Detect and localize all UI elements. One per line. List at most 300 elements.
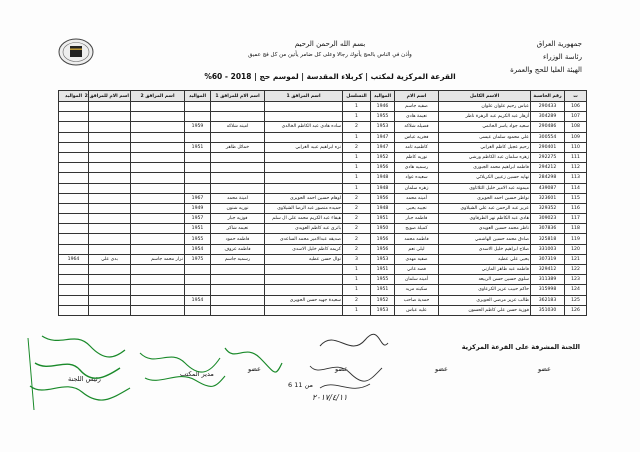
table-cell: عزيز عبد الرحمن عبد علي الشيلاوي — [439, 203, 531, 213]
chair-label: رئيس اللجنة — [68, 375, 101, 383]
table-cell: فضيله شلاكه — [395, 122, 439, 132]
column-header: اسم المرافق 1 — [265, 91, 343, 102]
table-cell — [265, 132, 343, 142]
table-cell — [265, 163, 343, 173]
table-cell — [211, 112, 265, 122]
table-cell: فاطمه محمد — [395, 234, 439, 244]
table-cell: 122 — [565, 265, 587, 275]
table-cell: 1955 — [371, 112, 395, 122]
table-cell: عباس رحيم علوان علوان — [439, 102, 531, 112]
table-cell: عليه عباس — [395, 305, 439, 315]
table-cell: 284298 — [531, 173, 565, 183]
table-cell: سكينه مريد — [395, 285, 439, 295]
table-cell: 123 — [565, 275, 587, 285]
table-cell: 124 — [565, 285, 587, 295]
table-cell — [185, 152, 211, 162]
table-cell — [185, 183, 211, 193]
table-cell: 1956 — [371, 193, 395, 203]
handwritten-date: ٢٠١٧/٤/١١ — [312, 393, 348, 402]
table-cell — [265, 275, 343, 285]
table-cell: صديقه عبدالامير محمد الساعدي — [265, 234, 343, 244]
authority-name: الهيئة العليا للحج والعمرة — [510, 66, 582, 74]
table-cell: 1 — [343, 152, 371, 162]
table-cell: 1948 — [371, 183, 395, 193]
table-cell: فاطمه ابراهيم محمد الجبوري — [439, 163, 531, 173]
table-row — [59, 275, 587, 285]
table-cell — [89, 214, 131, 224]
table-cell: 2 — [343, 244, 371, 254]
table-row — [59, 102, 587, 112]
table-cell: 290433 — [531, 102, 565, 112]
table-cell: كميلة صويح — [395, 224, 439, 234]
table-cell: صادق محمد حسين الهاشمي — [439, 234, 531, 244]
table-cell: 294212 — [531, 163, 565, 173]
table-cell — [59, 122, 89, 132]
table-cell: 1951 — [371, 285, 395, 295]
table-cell: 331003 — [531, 244, 565, 254]
kaaba-logo-icon — [58, 38, 94, 66]
table-cell: طالب عزيز مرضي الحويزي — [439, 295, 531, 305]
table-cell — [265, 265, 343, 275]
table-cell: 300554 — [531, 132, 565, 142]
table-cell: سعيده عواد — [395, 173, 439, 183]
table-cell — [89, 112, 131, 122]
table-cell: 1956 — [371, 234, 395, 244]
table-row — [59, 244, 587, 254]
table-cell: 2 — [343, 122, 371, 132]
table-cell — [59, 163, 89, 173]
table-cell — [131, 305, 185, 315]
table-cell: فخريه عباس — [395, 132, 439, 142]
table-cell: أمينه محمد — [395, 193, 439, 203]
table-cell: 113 — [565, 173, 587, 183]
table-header-row — [59, 91, 587, 102]
table-cell: 1952 — [371, 295, 395, 305]
table-cell: 116 — [565, 203, 587, 213]
table-cell — [59, 295, 89, 305]
table-cell: 329352 — [531, 203, 565, 213]
column-header: اسم الام للمرافق 2 — [89, 91, 131, 102]
table-cell — [211, 275, 265, 285]
table-row — [59, 234, 587, 244]
table-cell — [211, 265, 265, 275]
table-row — [59, 265, 587, 275]
table-cell: حمدية صاحب — [395, 295, 439, 305]
table-cell: رحيم عجيل كاظم الغرابي — [439, 142, 531, 152]
table-cell — [211, 183, 265, 193]
table-cell — [211, 152, 265, 162]
table-row — [59, 203, 587, 213]
table-cell — [131, 142, 185, 152]
table-cell — [131, 244, 185, 254]
table-cell: نهايه حسين زعيين الكربلائي — [439, 173, 531, 183]
table-cell — [89, 203, 131, 213]
table-cell: ناظر محمد حسين العويدي — [439, 224, 531, 234]
table-cell: 107 — [565, 112, 587, 122]
table-cell: 1954 — [185, 295, 211, 305]
table-cell: صفيه جاسم — [395, 102, 439, 112]
table-cell: 362183 — [531, 295, 565, 305]
table-cell: ساده هادي عبد الكاظم الخالدي — [265, 122, 343, 132]
column-header: رقم الحاسبة — [531, 91, 565, 102]
table-cell: زهره سلمان — [395, 183, 439, 193]
table-cell — [211, 163, 265, 173]
table-cell: 1957 — [185, 214, 211, 224]
basmala: بسم الله الرحمن الرحيم — [294, 40, 366, 48]
table-cell — [131, 112, 185, 122]
table-cell: 2 — [343, 142, 371, 152]
table-cell: 121 — [565, 254, 587, 264]
table-cell — [89, 295, 131, 305]
table-cell — [131, 122, 185, 132]
table-cell: 1959 — [185, 122, 211, 132]
table-body — [59, 102, 587, 316]
table-cell: 1 — [343, 173, 371, 183]
country-name: جمهورية العراق — [536, 40, 582, 48]
table-cell: 1 — [343, 305, 371, 315]
table-cell: 1 — [343, 112, 371, 122]
table-cell: فاطمه عزوف — [211, 244, 265, 254]
table-cell: 315998 — [531, 285, 565, 295]
table-cell: 1964 — [59, 254, 89, 264]
table-cell: 290401 — [531, 142, 565, 152]
table-cell — [131, 234, 185, 244]
table-cell — [89, 275, 131, 285]
table-cell: حميده منصور عبد الرضا الشيلاوي — [265, 203, 343, 213]
table-cell: 1952 — [371, 152, 395, 162]
table-cell: 1975 — [185, 254, 211, 264]
table-cell — [89, 152, 131, 162]
table-cell: هيفاء عبد الكريم محمد علي ال سلم — [265, 214, 343, 224]
table-cell: 1951 — [185, 142, 211, 152]
table-cell — [211, 285, 265, 295]
table-cell — [131, 285, 185, 295]
table-cell — [89, 183, 131, 193]
table-row — [59, 224, 587, 234]
member-label-1: عضو — [538, 365, 551, 373]
table-cell: 106 — [565, 102, 587, 112]
table-cell: 307836 — [531, 224, 565, 234]
table-cell — [185, 275, 211, 285]
table-cell: 1956 — [371, 244, 395, 254]
table-cell: 1947 — [371, 142, 395, 152]
table-cell — [211, 173, 265, 183]
table-cell — [89, 122, 131, 132]
table-cell: رسميه هادي — [395, 163, 439, 173]
table-cell: حاكم حبيب عزيز الكرعاوي — [439, 285, 531, 295]
table-cell — [265, 305, 343, 315]
table-cell — [89, 234, 131, 244]
table-cell — [59, 203, 89, 213]
table-cell: 325818 — [531, 234, 565, 244]
table-cell: 307319 — [531, 254, 565, 264]
table-cell: نزه ابراهيم عبيد الغرابي — [265, 142, 343, 152]
table-cell — [59, 224, 89, 234]
table-cell — [265, 183, 343, 193]
table-cell — [89, 265, 131, 275]
table-cell: 1 — [343, 102, 371, 112]
table-cell — [131, 193, 185, 203]
table-cell — [131, 163, 185, 173]
director-label: مدير المكتب — [180, 370, 214, 378]
table-cell: يحيى علي عطيه — [439, 254, 531, 264]
column-header: التسلسل — [343, 91, 371, 102]
table-cell: سلوى حسين حسن الربيعه — [439, 275, 531, 285]
table-cell: 1 — [343, 285, 371, 295]
table-cell: 309023 — [531, 214, 565, 224]
table-cell — [131, 265, 185, 275]
table-cell: نزار محمد جاسم — [131, 254, 185, 264]
table-cell — [131, 275, 185, 285]
table-cell: نواظر حسين احمد الحويزي — [439, 193, 531, 203]
table-row — [59, 132, 587, 142]
table-cell: سعيدة جهيد حسن الحويزي — [265, 295, 343, 305]
table-cell: 1946 — [371, 102, 395, 112]
table-cell: 1951 — [371, 265, 395, 275]
table-cell: ليلى نعم — [395, 244, 439, 254]
table-cell: نعيمه شاكر — [211, 224, 265, 234]
table-cell: 290486 — [531, 122, 565, 132]
ministry-name: رئاسة الوزراء — [543, 53, 582, 61]
member-label-3: عضو — [335, 365, 348, 373]
table-cell: 1953 — [371, 305, 395, 315]
table-cell: 114 — [565, 183, 587, 193]
table-cell: 1955 — [185, 234, 211, 244]
table-cell: فاطمه عبد طاهر المازني — [439, 265, 531, 275]
table-cell: فوزيه جبار — [211, 214, 265, 224]
table-cell: 439087 — [531, 183, 565, 193]
table-cell: أزهار عبد الكريم عبد الزهرة ناظر — [439, 112, 531, 122]
table-cell — [265, 285, 343, 295]
verse: وأذن في الناس بالحج يأتوك رجالا وعلى كل ضامر يأتين من كل فج عميق — [248, 52, 412, 58]
table-cell — [59, 214, 89, 224]
table-cell — [89, 224, 131, 234]
table-cell: 292275 — [531, 152, 565, 162]
table-cell: 1 — [343, 265, 371, 275]
table-cell: امينة محمد — [211, 193, 265, 203]
table-cell — [89, 193, 131, 203]
table-cell — [89, 305, 131, 315]
column-header: المواليد — [185, 91, 211, 102]
table-cell — [89, 285, 131, 295]
member-label-4: عضو — [248, 365, 261, 373]
table-cell — [211, 295, 265, 305]
table-cell: 1950 — [371, 224, 395, 234]
table-row — [59, 214, 587, 224]
pilgrims-table-wrap — [58, 90, 586, 316]
table-cell: 2 — [343, 214, 371, 224]
table-cell — [89, 142, 131, 152]
table-cell: 2 — [343, 224, 371, 234]
table-row — [59, 142, 587, 152]
table-cell: نوريه شنون — [211, 203, 265, 213]
table-cell: فصه غاني — [395, 265, 439, 275]
table-cell — [185, 285, 211, 295]
table-cell — [131, 203, 185, 213]
table-cell — [59, 132, 89, 142]
table-cell — [211, 102, 265, 112]
column-header: ت — [565, 91, 587, 102]
table-cell: 1948 — [371, 203, 395, 213]
table-cell — [265, 173, 343, 183]
table-cell — [185, 132, 211, 142]
table-cell: 1 — [343, 132, 371, 142]
table-cell: 351030 — [531, 305, 565, 315]
table-cell: 1 — [343, 275, 371, 285]
table-cell — [265, 102, 343, 112]
table-cell: 112 — [565, 163, 587, 173]
table-cell: 125 — [565, 295, 587, 305]
table-cell — [59, 244, 89, 254]
table-cell: خمائل طاهر — [211, 142, 265, 152]
table-row — [59, 173, 587, 183]
table-cell: 2 — [343, 203, 371, 213]
table-cell: 329412 — [531, 265, 565, 275]
table-row — [59, 285, 587, 295]
table-row — [59, 193, 587, 203]
page-subtitle: القرعة المركزية لمكتب | كربلاء المقدسة | لموسم حج | 2018 - 60% — [204, 72, 456, 81]
table-cell — [131, 152, 185, 162]
table-cell — [131, 102, 185, 112]
handwritten-signatures — [20, 318, 620, 438]
table-cell: 2 — [343, 295, 371, 305]
table-cell: 1947 — [371, 132, 395, 142]
column-header: المواليد — [371, 91, 395, 102]
table-cell — [131, 214, 185, 224]
table-cell — [265, 152, 343, 162]
table-cell — [211, 132, 265, 142]
table-cell: 126 — [565, 305, 587, 315]
header-center — [200, 40, 460, 60]
table-cell: نجيبه يحيى — [395, 203, 439, 213]
table-cell — [265, 112, 343, 122]
table-cell: 120 — [565, 244, 587, 254]
table-cell: هادي عبد الكاظم نهر الطرقاوي — [439, 214, 531, 224]
table-cell: فوزية حسن علي كاظم الحسون — [439, 305, 531, 315]
table-cell: 304289 — [531, 112, 565, 122]
table-cell — [185, 112, 211, 122]
table-cell — [131, 224, 185, 234]
table-cell: سعيد جواد ياسر الحاتمي — [439, 122, 531, 132]
table-cell: كاظميه ثامد — [395, 142, 439, 152]
table-cell: 1953 — [371, 254, 395, 264]
column-header: الاسم الكامل — [439, 91, 531, 102]
table-cell: رسميه جاسم — [211, 254, 265, 264]
table-cell — [59, 102, 89, 112]
table-cell: 2 — [343, 193, 371, 203]
header-right — [510, 40, 582, 79]
table-cell — [59, 142, 89, 152]
table-cell: 118 — [565, 224, 587, 234]
table-cell: 1949 — [185, 203, 211, 213]
table-cell: 2 — [343, 234, 371, 244]
table-cell — [59, 265, 89, 275]
table-cell: 109 — [565, 132, 587, 142]
table-row — [59, 163, 587, 173]
table-cell: اوهام حسين احمد الحويزي — [265, 193, 343, 203]
table-cell: 323601 — [531, 193, 565, 203]
table-row — [59, 305, 587, 315]
column-header: اسم الام للمرافق 1 — [211, 91, 265, 102]
table-cell: 1948 — [371, 173, 395, 183]
table-cell: نعيمة هادي — [395, 112, 439, 122]
table-cell — [185, 102, 211, 112]
table-row — [59, 122, 587, 132]
table-cell: صفيه مهدي — [395, 254, 439, 264]
pilgrims-table — [58, 90, 587, 316]
table-cell: فاطمه جبار — [395, 214, 439, 224]
table-cell: 3 — [343, 254, 371, 264]
committee-title: اللجنة المشرفة على القرعة المركزية — [461, 343, 580, 351]
table-cell: 1955 — [371, 275, 395, 285]
page-number: 6 من 11 — [288, 381, 313, 389]
table-cell — [59, 234, 89, 244]
table-cell — [59, 173, 89, 183]
table-cell: صلاح ابراهيم خليل الاسدي — [439, 244, 531, 254]
table-cell — [89, 132, 131, 142]
table-cell: 115 — [565, 193, 587, 203]
table-row — [59, 112, 587, 122]
table-cell: امينه شلاكه — [211, 122, 265, 132]
table-cell — [131, 173, 185, 183]
table-cell: بدي علي — [89, 254, 131, 264]
table-cell — [185, 173, 211, 183]
column-header: المواليد — [59, 91, 89, 102]
table-cell: ميمونه عبد الامير خليل الثلاثاوي — [439, 183, 531, 193]
column-header: اسم الام — [395, 91, 439, 102]
table-cell — [185, 305, 211, 315]
table-row — [59, 254, 587, 264]
table-cell: باترى عبد كاظم العويدي — [265, 224, 343, 234]
table-cell: 117 — [565, 214, 587, 224]
table-cell — [211, 305, 265, 315]
table-cell: علي محمود سلمان عيسى — [439, 132, 531, 142]
table-row — [59, 152, 587, 162]
table-cell: 311389 — [531, 275, 565, 285]
table-cell — [185, 163, 211, 173]
table-cell — [131, 132, 185, 142]
table-cell — [59, 305, 89, 315]
table-cell: 1967 — [185, 193, 211, 203]
table-cell: 1 — [343, 183, 371, 193]
table-cell — [89, 163, 131, 173]
table-cell — [131, 295, 185, 305]
column-header: اسم المرافق 2 — [131, 91, 185, 102]
table-cell: 1956 — [371, 163, 395, 173]
member-label-2: عضو — [435, 365, 448, 373]
table-cell — [59, 275, 89, 285]
table-cell: فاطمه حمود — [211, 234, 265, 244]
table-cell: 119 — [565, 234, 587, 244]
table-cell: نوال حسن عطيه — [265, 254, 343, 264]
table-cell: 1 — [343, 163, 371, 173]
table-cell: 110 — [565, 142, 587, 152]
table-cell — [59, 152, 89, 162]
table-row — [59, 295, 587, 305]
table-row — [59, 183, 587, 193]
table-cell — [89, 102, 131, 112]
table-cell: أمينه سلمان — [395, 275, 439, 285]
table-cell — [59, 112, 89, 122]
table-cell — [89, 173, 131, 183]
table-cell — [131, 183, 185, 193]
table-cell — [59, 285, 89, 295]
table-cell: كريمه كاظم خليل الاسدي — [265, 244, 343, 254]
table-cell — [89, 244, 131, 254]
table-cell — [59, 183, 89, 193]
table-cell: 108 — [565, 122, 587, 132]
table-cell: 1951 — [185, 224, 211, 234]
